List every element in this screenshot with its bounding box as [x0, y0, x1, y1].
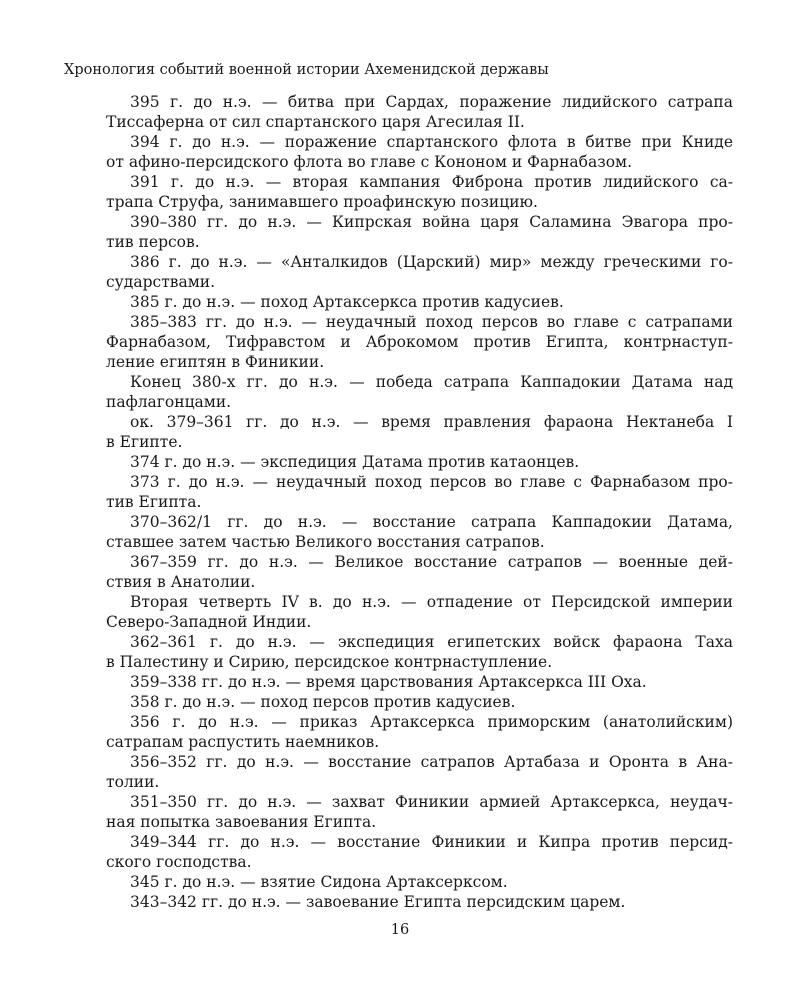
chronology-entry — [106, 512, 733, 552]
entry-line: 374 г. до н.э. — экспедиция Датама против катаонцев. — [130, 453, 580, 471]
entry-line: 356 г. до н.э. — приказ Артаксеркса приморским (анатолийским) — [130, 713, 733, 731]
chronology-entry — [106, 312, 733, 372]
entry-line: Вторая четверть IV в. до н.э. — отпадение от Персидской империи — [130, 593, 733, 611]
chronology-text — [106, 92, 733, 912]
entry-line: 385 г. до н.э. — поход Артаксеркса против кадусиев. — [130, 293, 564, 311]
entry-line: ок. 379–361 гг. до н.э. — время правления фараона Нектанеба I — [130, 413, 733, 431]
chronology-entry — [106, 132, 733, 172]
chronology-entry — [106, 212, 733, 252]
entry-line: 343–342 гг. до н.э. — завоевание Египта персидским царем. — [130, 893, 626, 911]
chronology-entry — [106, 632, 733, 672]
entry-line: сатрапам распустить наемников. — [106, 733, 380, 751]
entry-line: Северо-Западной Индии. — [106, 613, 312, 631]
chronology-entry — [106, 872, 733, 892]
page-number: 16 — [390, 922, 410, 938]
entry-line: 394 г. до н.э. — поражение спартанского флота в битве при Книде — [130, 133, 733, 151]
entry-line: 367–359 гг. до н.э. — Великое восстание сатрапов — военные дей- — [130, 553, 733, 571]
chronology-entry — [106, 832, 733, 872]
chronology-entry — [106, 412, 733, 452]
chronology-entry — [106, 592, 733, 632]
chronology-entry — [106, 672, 733, 692]
entry-line: Конец 380-х гг. до н.э. — победа сатрапа Каппадокии Датама над — [130, 373, 733, 391]
entry-line: 386 г. до н.э. — «Анталкидов (Царский) мир» между греческими го- — [130, 253, 733, 271]
chronology-entry — [106, 712, 733, 752]
entry-line: 356–352 гг. до н.э. — восстание сатрапов Артабаза и Оронта в Ана- — [130, 753, 733, 771]
entry-line: 395 г. до н.э. — битва при Сардах, поражение лидийского сатрапа — [130, 93, 733, 111]
running-head: Хронология событий военной истории Ахеменидской державы — [64, 62, 549, 78]
chronology-entry — [106, 252, 733, 292]
entry-line: трапа Струфа, занимавшего проафинскую позицию. — [106, 193, 538, 211]
chronology-entry — [106, 752, 733, 792]
chronology-entry — [106, 452, 733, 472]
entry-line: 385–383 гг. до н.э. — неудачный поход персов во главе с сатрапами — [130, 313, 733, 331]
chronology-entry — [106, 792, 733, 832]
entry-line: ление египтян в Финикии. — [106, 353, 325, 371]
entry-line: Фарнабазом, Тифравстом и Аброкомом против Египта, контрнаступ- — [106, 333, 733, 351]
entry-line: сударствами. — [106, 273, 216, 291]
entry-line: от афино-персидского флота во главе с Кононом и Фарнабазом. — [106, 153, 633, 171]
chronology-entry — [106, 472, 733, 512]
entry-line: ствия в Анатолии. — [106, 573, 256, 591]
entry-line: 358 г. до н.э. — поход персов против кадусиев. — [130, 693, 516, 711]
entry-line: в Палестину и Сирию, персидское контрнаступление. — [106, 653, 553, 671]
entry-line: 345 г. до н.э. — взятие Сидона Артаксерксом. — [130, 873, 508, 891]
entry-line: 349–344 гг. до н.э. — восстание Финикии и Кипра против персид- — [130, 833, 733, 851]
chronology-entry — [106, 292, 733, 312]
entry-line: ная попытка завоевания Египта. — [106, 813, 377, 831]
entry-line: пафлагонцами. — [106, 393, 232, 411]
entry-line: толии. — [106, 773, 160, 791]
entry-line: 370–362/1 гг. до н.э. — восстание сатрапа Каппадокии Датама, — [130, 513, 733, 531]
chronology-entry — [106, 92, 733, 132]
entry-line: тив персов. — [106, 233, 200, 251]
chronology-entry — [106, 372, 733, 412]
entry-line: 373 г. до н.э. — неудачный поход персов во главе с Фарнабазом про- — [130, 473, 733, 491]
chronology-entry — [106, 892, 733, 912]
chronology-entry — [106, 692, 733, 712]
entry-line: в Египте. — [106, 433, 183, 451]
entry-line: тив Египта. — [106, 493, 202, 511]
entry-line: 362–361 г. до н.э. — экспедиция египетских войск фараона Таха — [130, 633, 733, 651]
entry-line: ставшее затем частью Великого восстания сатрапов. — [106, 533, 545, 551]
entry-line: 391 г. до н.э. — вторая кампания Фиброна против лидийского са- — [130, 173, 733, 191]
chronology-entry — [106, 552, 733, 592]
entry-line: 351–350 гг. до н.э. — захват Финикии армией Артаксеркса, неудач- — [130, 793, 733, 811]
entry-line: 390–380 гг. до н.э. — Кипрская война царя Саламина Эвагора про- — [130, 213, 733, 231]
entry-line: ского господства. — [106, 853, 252, 871]
entry-line: 359–338 гг. до н.э. — время царствования Артаксеркса III Оха. — [130, 673, 647, 691]
entry-line: Тиссаферна от сил спартанского царя Агесилая II. — [106, 113, 525, 131]
chronology-entry — [106, 172, 733, 212]
